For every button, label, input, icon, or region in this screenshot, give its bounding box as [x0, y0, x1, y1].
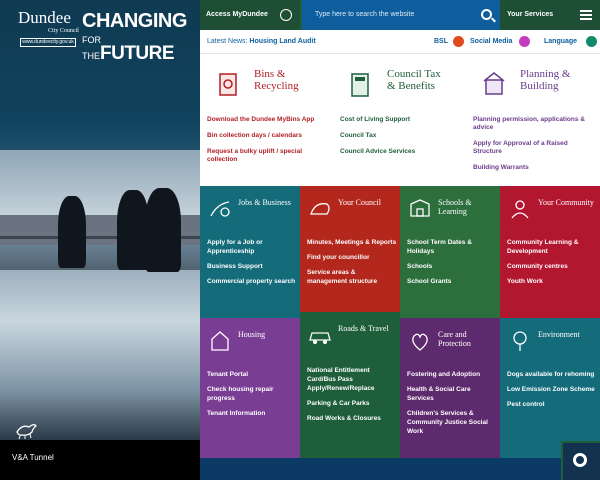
- footer-bar: [200, 458, 600, 480]
- featured-planning-title[interactable]: Planning & Building: [520, 68, 571, 92]
- logo-changing: CHANGING: [82, 10, 187, 32]
- tile-title: Roads & Travel: [338, 324, 389, 333]
- tile-link[interactable]: Commercial property search: [207, 278, 296, 285]
- top-bar: [200, 0, 600, 30]
- care-icon: [407, 328, 433, 354]
- goat-logo-icon: [14, 418, 40, 440]
- tile-link[interactable]: Low Emission Zone Scheme: [507, 386, 595, 393]
- tile-schools-learning[interactable]: [400, 186, 500, 318]
- featured-link[interactable]: Council Tax: [340, 132, 377, 139]
- tile-link[interactable]: Schools: [407, 263, 433, 270]
- tile-link[interactable]: Service areas & management structure: [307, 269, 378, 285]
- featured-link[interactable]: Apply for Approval of a Raised Structure: [473, 140, 568, 155]
- tile-link[interactable]: Apply for a Job or Apprenticeship: [207, 239, 263, 255]
- access-mydundee-button[interactable]: [200, 0, 300, 30]
- hero-caption: V&A Tunnel: [0, 440, 200, 480]
- featured-link[interactable]: Download the Dundee MyBins App: [207, 116, 315, 123]
- tile-link[interactable]: School Term Dates & Holidays: [407, 239, 472, 255]
- car-icon: [307, 322, 333, 348]
- user-icon: [280, 9, 292, 21]
- tile-link[interactable]: Fostering and Adoption: [407, 371, 481, 378]
- tile-link[interactable]: Check housing repair progress: [207, 386, 274, 402]
- tile-link[interactable]: Business Support: [207, 263, 263, 270]
- language-icon[interactable]: [586, 36, 597, 47]
- bsl-icon[interactable]: [453, 36, 464, 47]
- featured-link[interactable]: Council Advice Services: [340, 148, 416, 155]
- gear-icon: [573, 453, 587, 467]
- tile-link[interactable]: Minutes, Meetings & Reports: [307, 239, 397, 246]
- access-mydundee-label: Access MyDundee: [206, 11, 268, 18]
- your-services-label: Your Services: [507, 11, 554, 18]
- featured-link[interactable]: Bin collection days / calendars: [207, 132, 303, 139]
- tile-link[interactable]: Dogs available for rehoming: [507, 371, 595, 378]
- featured-bins: [200, 54, 333, 186]
- tile-link[interactable]: Parking & Car Parks: [307, 400, 370, 407]
- tile-housing[interactable]: [200, 318, 300, 458]
- tile-link[interactable]: Community Learning & Development: [507, 239, 579, 255]
- featured-bins-title[interactable]: Bins & Recycling: [254, 68, 299, 92]
- tile-your-community[interactable]: [500, 186, 600, 318]
- logo-url: www.dundeecity.gov.uk: [20, 38, 76, 47]
- tile-link[interactable]: Pest control: [507, 401, 545, 408]
- tile-jobs-business[interactable]: [200, 186, 300, 318]
- tile-link[interactable]: Tenant Portal: [207, 371, 249, 378]
- news-bar: [200, 30, 600, 54]
- schools-icon: [407, 196, 433, 222]
- tile-title: Housing: [238, 330, 266, 339]
- environment-icon: [507, 328, 533, 354]
- featured-link[interactable]: Building Warrants: [473, 164, 529, 171]
- person-silhouette: [58, 196, 86, 268]
- tile-title: Schools & Learning: [438, 198, 472, 216]
- tile-your-council[interactable]: [300, 186, 400, 318]
- housing-icon: [207, 328, 233, 354]
- tile-roads-travel[interactable]: [300, 312, 400, 458]
- search-placeholder: Type here to search the website: [315, 11, 415, 18]
- featured-link[interactable]: Planning permission, applications & advice: [473, 116, 585, 131]
- tile-environment[interactable]: [500, 318, 600, 458]
- tile-link[interactable]: Tenant Information: [207, 410, 266, 417]
- person-silhouette: [145, 188, 181, 272]
- tile-link[interactable]: Youth Work: [507, 278, 543, 285]
- tile-link[interactable]: Community centres: [507, 263, 568, 270]
- accessibility-settings-button[interactable]: [561, 441, 600, 480]
- tile-title: Your Community: [538, 198, 594, 207]
- tile-link[interactable]: Road Works & Closures: [307, 415, 381, 422]
- search-icon[interactable]: [481, 9, 492, 20]
- social-media-link[interactable]: Social Media: [470, 38, 513, 45]
- tile-link[interactable]: Health & Social Care Services: [407, 386, 471, 402]
- bin-icon: [213, 68, 243, 98]
- your-services-button[interactable]: [500, 0, 600, 30]
- hero-image: [0, 0, 200, 480]
- tile-title: Jobs & Business: [238, 198, 291, 207]
- tile-title: Care and Protection: [438, 330, 471, 348]
- search-input[interactable]: [302, 0, 500, 30]
- planning-icon: [479, 68, 509, 98]
- bsl-link[interactable]: BSL: [434, 38, 448, 45]
- council-icon: [307, 196, 333, 222]
- featured-council-tax-title[interactable]: Council Tax & Benefits: [387, 68, 441, 92]
- featured-link[interactable]: Cost of Living Support: [340, 116, 411, 123]
- featured-services: [200, 54, 600, 186]
- site-logo[interactable]: [18, 8, 187, 64]
- language-link[interactable]: Language: [544, 38, 578, 45]
- logo-dundee: Dundee: [18, 8, 71, 27]
- tile-title: Your Council: [338, 198, 381, 207]
- jobs-icon: [207, 196, 233, 222]
- latest-news[interactable]: Latest News: Housing Land Audit: [207, 38, 316, 45]
- logo-city-council: City Council: [48, 28, 79, 34]
- calculator-icon: [346, 68, 376, 98]
- featured-council-tax: [333, 54, 466, 186]
- tile-link[interactable]: School Grants: [407, 278, 452, 285]
- tile-title: Environment: [538, 330, 580, 339]
- featured-planning: [466, 54, 599, 186]
- news-headline[interactable]: Housing Land Audit: [249, 38, 316, 45]
- logo-for-the-future: FOR THEFUTURE: [82, 35, 175, 64]
- menu-icon[interactable]: [580, 10, 592, 20]
- community-icon: [507, 196, 533, 222]
- tile-link[interactable]: Children's Services & Community Justice Social Work: [407, 410, 488, 435]
- tile-link[interactable]: National Entitlement Card/Bus Pass Apply/Renew/Replace: [307, 367, 375, 392]
- featured-link[interactable]: Request a bulky uplift / special collection: [207, 148, 302, 163]
- social-media-icon[interactable]: [519, 36, 530, 47]
- tile-care-protection[interactable]: [400, 318, 500, 458]
- tile-link[interactable]: Find your councillor: [307, 254, 370, 261]
